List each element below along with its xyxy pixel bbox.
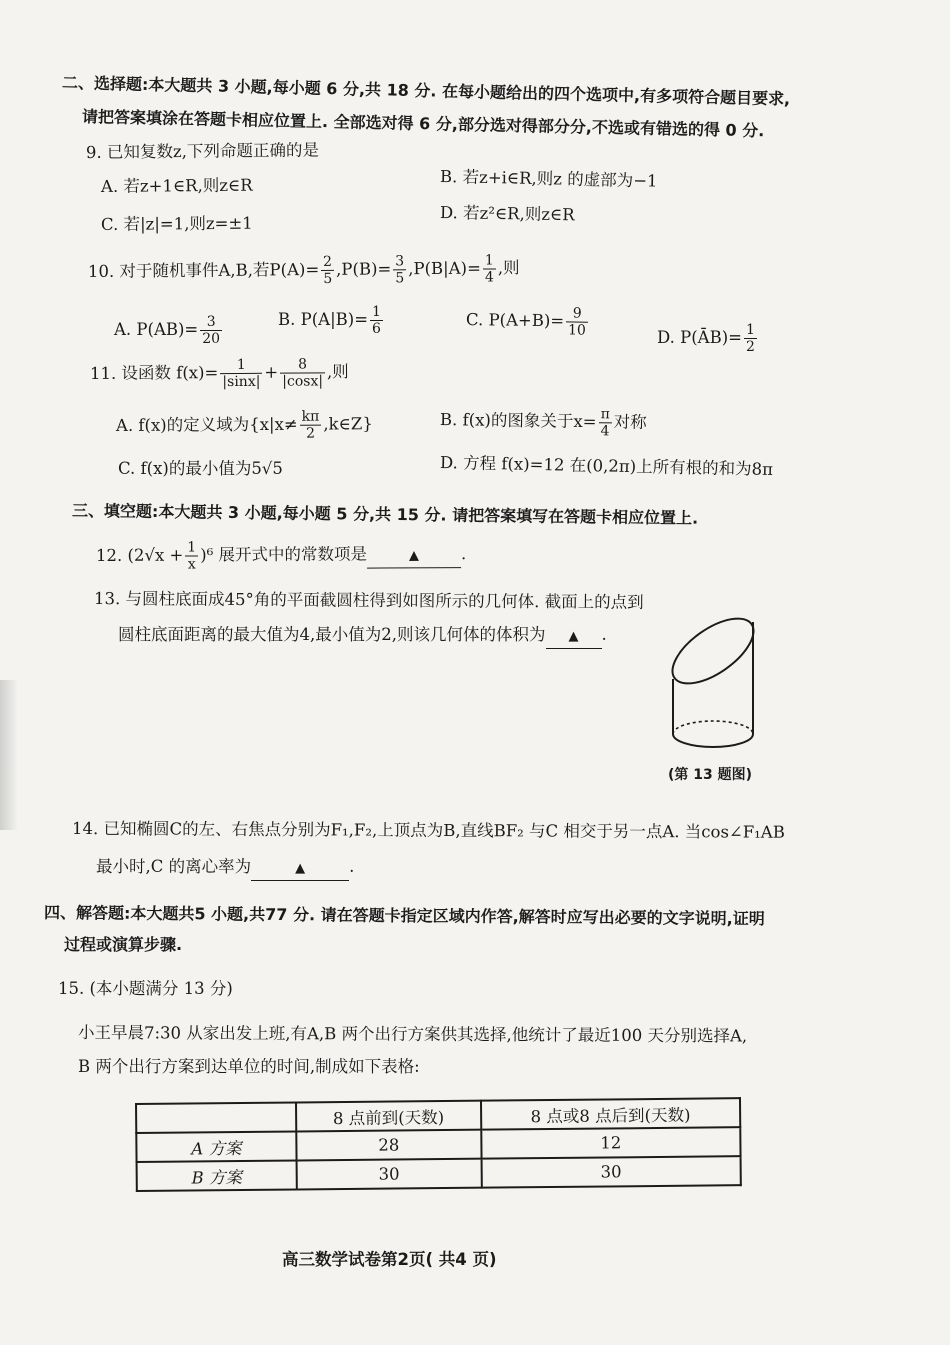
q11-option-a: A. f(x)的定义域为{x|x≠ $\frac{k\pi}{2}$ ,k∈Z} [115, 408, 373, 442]
table-row [137, 1156, 741, 1191]
table-cell: 30 [481, 1156, 740, 1187]
table-row-label: B 方案 [137, 1160, 297, 1191]
q12-stem: 12. (2√x + $\frac{1}{x}$ )⁶ 展开式中的常数项是 ▲ . [95, 539, 467, 573]
q12-answer-blank: ▲ [367, 545, 461, 568]
q10-frac-pa: $\frac{2}{5}$ [323, 253, 333, 287]
table-cell: 30 [297, 1159, 482, 1190]
q9-stem: 9. 已知复数z,下列命题正确的是 [85, 140, 320, 162]
table-header-cell: 8 点前到(天数) [296, 1101, 481, 1132]
q13-line1: 13. 与圆柱底面成45°角的平面截圆柱得到如图所示的几何体. 截面上的点到 [93, 589, 644, 612]
section-2-instructions-line1: 二、选择题:本大题共 3 小题,每小题 6 分,共 18 分. 在每小题给出的四个选项中,有多项符合题目要求, [61, 73, 791, 109]
q13-line2: 圆柱底面距离的最大值为4,最小值为2,则该几何体的体积为 ▲ . [118, 624, 607, 649]
q10-option-d: D. P(ĀB)= $\frac{1}{2}$ [657, 322, 755, 355]
q13-cylinder-figure [660, 596, 770, 765]
scan-shadow [0, 680, 18, 830]
q14-line1: 14. 已知椭圆C的左、右焦点分别为F₁,F₂,上顶点为B,直线BF₂ 与C 相交于另一点A. 当cos∠F₁AB [71, 819, 785, 842]
q14-answer-blank: ▲ [251, 858, 349, 881]
q13-figure-caption: (第 13 题图) [668, 767, 753, 783]
q9-option-c: C. 若|z|=1,则z=±1 [100, 213, 253, 234]
q9-option-b: B. 若z+i∈R,则z 的虚部为−1 [439, 167, 658, 191]
table-cell: 28 [296, 1130, 481, 1161]
q11-stem: 11. 设函数 f(x)= $\frac{1}{|\sin x|}$ + $\frac{8}{|\cos x|}$ ,则 [89, 356, 349, 391]
section-4-instructions-line1: 四、解答题:本大题共5 小题,共77 分. 请在答题卡指定区域内作答,解答时应写出必要的文字说明,证明 [43, 903, 765, 929]
q9-option-d: D. 若z²∈R,则z∈R [439, 203, 575, 225]
table-cell: 12 [481, 1127, 740, 1158]
q10-stem: 10. 对于随机事件A,B,若P(A)= $\frac{2}{5}$ ,P(B)= $\frac{3}{5}$ ,P(B|A)= $\frac{1}{4}$ ,则 [87, 252, 520, 287]
section-4-instructions-line2: 过程或演算步骤. [64, 935, 183, 954]
q10-stem-pre: 10. 对于随机事件A,B,若P(A)= [87, 259, 320, 281]
q11-option-b: B. f(x)的图象关于x= $\frac{\pi}{4}$ 对称 [439, 406, 647, 440]
q10-frac-pba: $\frac{1}{4}$ [484, 252, 494, 286]
q15-data-table [135, 1097, 742, 1192]
table-row-label: A 方案 [136, 1131, 296, 1162]
page-footer: 高三数学试卷第2页( 共4 页) [282, 1250, 497, 1269]
q10-option-c: C. P(A+B)= $\frac{9}{10}$ [466, 304, 590, 339]
q10-frac-pb: $\frac{3}{5}$ [395, 253, 405, 287]
section-3-instructions: 三、填空题:本大题共 3 小题,每小题 5 分,共 15 分. 请把答案填写在答题卡相应位置上. [71, 501, 699, 528]
q11-option-c: C. f(x)的最小值为5√5 [118, 459, 283, 478]
table-header-cell: 8 点或8 点后到(天数) [481, 1098, 740, 1129]
q10-option-a: A. P(AB)= $\frac{3}{20}$ [114, 314, 221, 347]
section-2-instructions-line2: 请把答案填涂在答题卡相应位置上. 全部选对得 6 分,部分选对得部分分,不选或有错选的得 0 分. [81, 107, 765, 141]
q13-answer-blank: ▲ [546, 626, 602, 649]
q11-option-d: D. 方程 f(x)=12 在(0,2π)上所有根的和为8π [439, 453, 774, 479]
q9-option-a: A. 若z+1∈R,则z∈R [100, 175, 253, 196]
table-header-cell [136, 1102, 296, 1133]
q14-line2: 最小时,C 的离心率为 ▲ . [96, 856, 354, 881]
q15-text-line2: B 两个出行方案到达单位的时间,制成如下表格: [78, 1057, 420, 1076]
q15-text-line1: 小王早晨7:30 从家出发上班,有A,B 两个出行方案供其选择,他统计了最近100 天分别选择A, [77, 1023, 748, 1046]
q10-option-b: B. P(A|B)= $\frac{1}{6}$ [278, 304, 381, 337]
q15-heading: 15. (本小题满分 13 分) [58, 979, 233, 998]
